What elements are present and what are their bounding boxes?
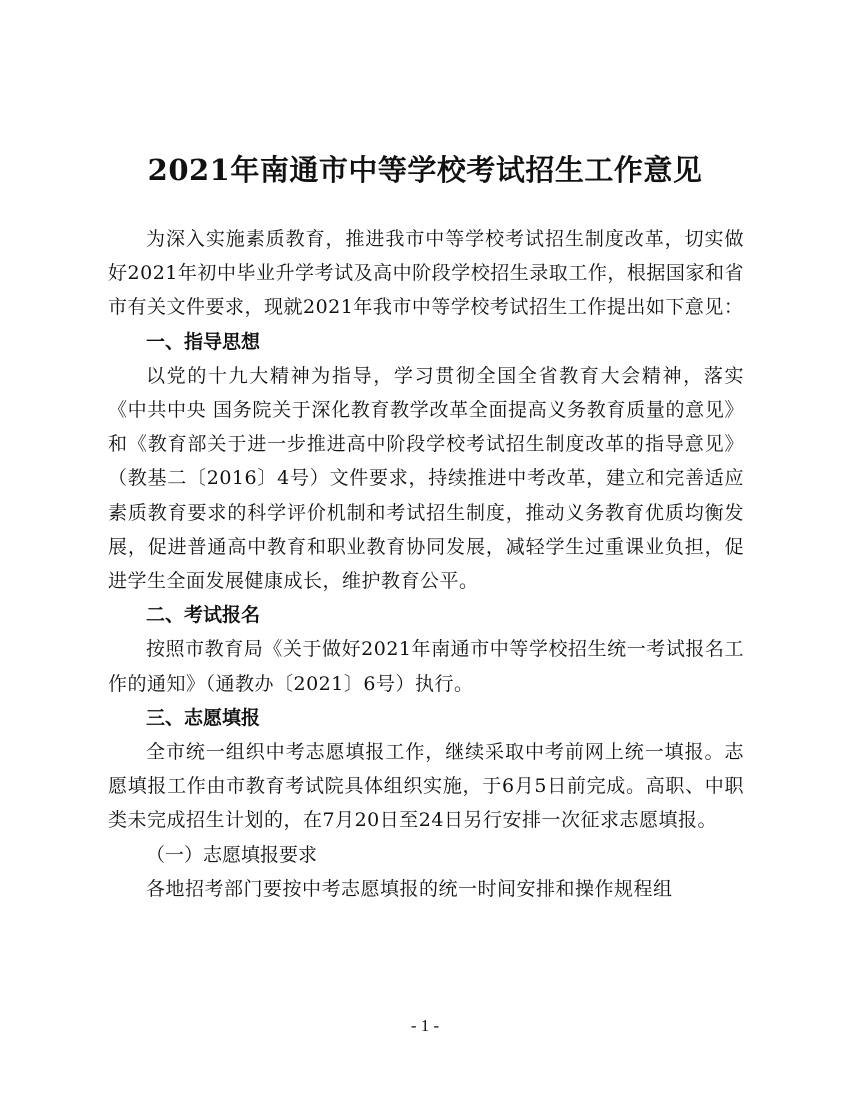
intro-paragraph: 为深入实施素质教育，推进我市中等学校考试招生制度改革，切实做好2021年初中毕业升学考试及高中阶段学校招生录取工作，根据国家和省市有关文件要求，现就2021年我市中等学校考试招生工作提出如下意见： bbox=[108, 228, 744, 319]
page-number: - 1 - bbox=[410, 1016, 440, 1035]
subsection-heading-filling-requirements: （一）志愿填报要求 bbox=[146, 843, 318, 866]
section-heading-application-filling: 三、志愿填报 bbox=[146, 706, 261, 729]
subsection-paragraph-filling-requirements: 各地招考部门要按中考志愿填报的统一时间安排和操作规程组 bbox=[146, 877, 673, 900]
section-heading-guiding-ideology: 一、指导思想 bbox=[146, 330, 261, 353]
section-paragraph-application-filling: 全市统一组织中考志愿填报工作，继续采取中考前网上统一填报。志愿填报工作由市教育考试院具体组织实施，于6月5日前完成。高职、中职类未完成招生计划的，在7月20日至24日另行安排一次征求志愿填报。 bbox=[108, 741, 744, 832]
document-title: 2021年南通市中等学校考试招生工作意见 bbox=[147, 153, 703, 187]
section-heading-exam-registration: 二、考试报名 bbox=[146, 604, 261, 627]
section-paragraph-exam-registration: 按照市教育局《关于做好2021年南通市中等学校招生统一考试报名工作的通知》（通教办〔2021〕6号）执行。 bbox=[108, 638, 744, 695]
document-body bbox=[108, 222, 744, 906]
section-paragraph-guiding-ideology: 以党的十九大精神为指导，学习贯彻全国全省教育大会精神，落实《中共中央 国务院关于深化教育教学改革全面提高义务教育质量的意见》和《教育部关于进一步推进高中阶段学校考试招生制度改革的指导意见》（教基二〔2016〕4号）文件要求，持续推进中考改革，建立和完善适应素质教育要求的科学评价机制和考试招生制度，推动义务教育优质均衡发展，促进普通高中教育和职业教育协同发展，减轻学生过重课业负担，促进学生全面发展健康成长，维护教育公平。 bbox=[108, 364, 744, 593]
